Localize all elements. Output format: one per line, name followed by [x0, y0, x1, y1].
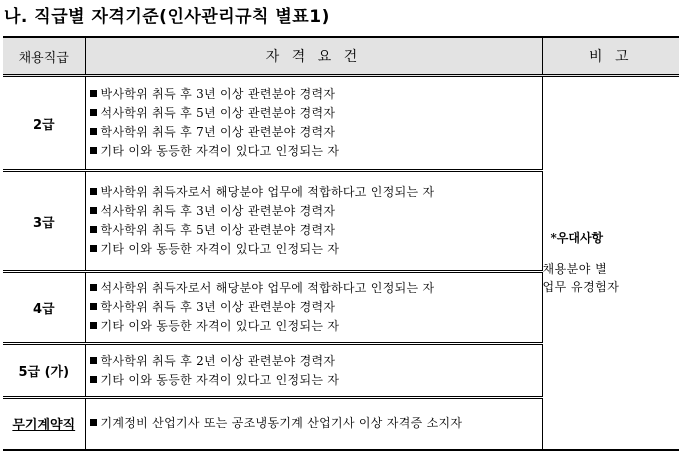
page-title: 나. 직급별 자격기준(인사관리규칙 별표1): [4, 7, 330, 27]
square-bullet-icon: [90, 90, 97, 97]
list-item: 기타 이와 동등한 자격이 있다고 인정되는 자: [90, 240, 542, 259]
list-item: 학사학위 취득 후 7년 이상 관련분야 경력자: [90, 123, 542, 142]
requirement-list: [86, 183, 542, 259]
square-bullet-icon: [90, 147, 97, 154]
qualification-table: [3, 36, 679, 451]
list-item: 박사학위 취득자로서 해당분야 업무에 적합하다고 인정되는 자: [90, 183, 542, 202]
grade-label: 5급 (가): [18, 365, 70, 380]
header-requirements: 자 격 요 건: [85, 37, 542, 76]
square-bullet-icon: [90, 128, 97, 135]
header-remarks: 비 고: [542, 37, 679, 76]
list-item: 학사학위 취득 후 2년 이상 관련분야 경력자: [90, 352, 542, 371]
list-item: 기계정비 산업기사 또는 공조냉동기계 산업기사 이상 자격증 소지자: [90, 414, 542, 433]
requirement-list: [86, 279, 542, 336]
requirement-list: [86, 414, 542, 433]
list-item: 석사학위 취득 후 3년 이상 관련분야 경력자: [90, 202, 542, 221]
header-position: 채용직급: [3, 37, 85, 76]
square-bullet-icon: [90, 357, 97, 364]
square-bullet-icon: [90, 245, 97, 252]
square-bullet-icon: [90, 284, 97, 291]
table-header-row: [3, 37, 679, 76]
grade-label: 4급: [32, 302, 55, 317]
grade-label: 3급: [32, 215, 55, 231]
list-item: 기타 이와 동등한 자격이 있다고 인정되는 자: [90, 371, 542, 390]
requirement-list: [86, 352, 542, 390]
square-bullet-icon: [90, 226, 97, 233]
list-item: 박사학위 취득 후 3년 이상 관련분야 경력자: [90, 85, 542, 104]
square-bullet-icon: [90, 322, 97, 329]
remarks-cell: [542, 76, 679, 450]
square-bullet-icon: [90, 376, 97, 383]
preference-line: 채용분야 별: [542, 262, 608, 277]
list-item: 석사학위 취득 후 5년 이상 관련분야 경력자: [90, 104, 542, 123]
grade-label: 2급: [32, 117, 55, 133]
preference-heading: *우대사항: [550, 231, 604, 246]
square-bullet-icon: [90, 207, 97, 214]
list-item: 학사학위 취득 후 5년 이상 관련분야 경력자: [90, 221, 542, 240]
preference-line: 업무 유경험자: [542, 280, 620, 295]
requirement-list: [86, 85, 542, 161]
list-item: 기타 이와 동등한 자격이 있다고 인정되는 자: [90, 142, 542, 161]
list-item: 기타 이와 동등한 자격이 있다고 인정되는 자: [90, 317, 542, 336]
square-bullet-icon: [90, 303, 97, 310]
square-bullet-icon: [90, 109, 97, 116]
square-bullet-icon: [90, 419, 97, 426]
list-item: 석사학위 취득자로서 해당분야 업무에 적합하다고 인정되는 자: [90, 279, 542, 298]
grade-label: 무기계약직: [12, 418, 76, 434]
table-row: [3, 76, 679, 171]
list-item: 학사학위 취득 후 3년 이상 관련분야 경력자: [90, 298, 542, 317]
square-bullet-icon: [90, 188, 97, 195]
